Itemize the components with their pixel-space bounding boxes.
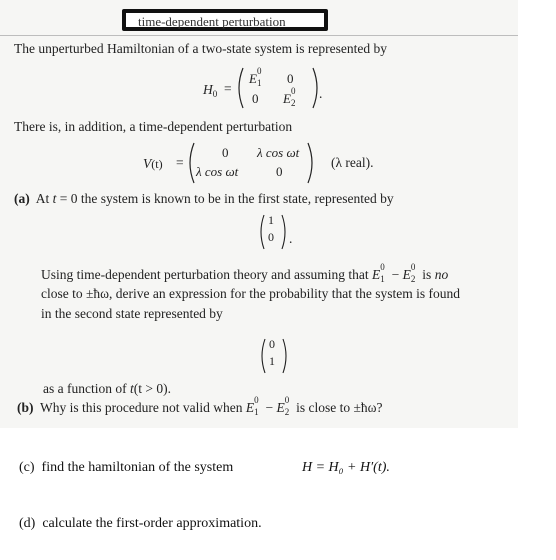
h0-r2c1: 0 <box>252 91 259 106</box>
h0-r1c2: 0 <box>287 71 294 86</box>
part-b-label: (b) <box>17 400 34 415</box>
part-a-tail: as a function of t(t > 0). <box>43 381 171 396</box>
part-c-label: (c) <box>19 460 35 475</box>
v-lhs: V(t) <box>143 156 163 171</box>
part-c-equation: H = H₀ + H′(t). <box>302 460 390 475</box>
title-box <box>122 9 328 31</box>
lambda-real-note: (λ real). <box>331 155 374 170</box>
part-c <box>19 460 233 476</box>
part-c-text: find the hamiltonian of the system <box>41 460 234 475</box>
part-a-label: (a) <box>14 191 30 206</box>
part-a-line3: in the second state represented by <box>41 306 223 321</box>
title-divider <box>0 35 518 36</box>
state2-bottom: 1 <box>269 354 275 368</box>
state2-vector-brackets <box>257 336 293 376</box>
v-equals: = <box>176 155 184 170</box>
state1-vector-brackets <box>256 212 292 252</box>
state2-top: 0 <box>269 337 275 351</box>
v-r2c1: λ cos ωt <box>196 164 239 179</box>
state1-bottom: 0 <box>268 230 274 244</box>
h0-symbol: H <box>203 82 213 97</box>
v-r2c2: 0 <box>276 164 283 179</box>
energy-diff-b: E 0 1 − E 0 2 <box>245 395 290 417</box>
part-a-line2: close to ±ħω, derive an expression for the probability that the system is found <box>41 286 460 301</box>
h0-lhs <box>203 82 217 99</box>
h0-equals: = <box>224 81 232 96</box>
part-b: (b) Why is this procedure not valid when E 0 1 − E 0 2 is close to ±ħω? <box>17 395 383 417</box>
h0-r1c1: E 0 1 <box>249 66 262 88</box>
h0-period: . <box>319 86 323 101</box>
state1-top: 1 <box>268 213 274 227</box>
part-d-text: calculate the first-order approximation. <box>42 516 262 531</box>
h0-r2c2: E 0 2 <box>283 86 296 108</box>
state1-period: . <box>289 231 293 246</box>
v-r1c1: 0 <box>222 145 229 160</box>
part-d <box>19 516 262 532</box>
h0-subscript: 0 <box>212 89 218 99</box>
part-d-label: (d) <box>19 516 36 531</box>
h0-matrix-brackets <box>233 64 323 112</box>
part-a-line1: Using time-dependent perturbation theory and assuming that E 0 1 − E 0 2 is no <box>41 262 449 284</box>
energy-diff-a: E 0 1 − E 0 2 <box>372 262 416 284</box>
v-r1c2: λ cos ωt <box>257 145 300 160</box>
page-title: time-dependent perturbation <box>138 14 286 29</box>
part-a-header: (a) At t = 0 the system is known to be in the first state, represented by <box>14 191 394 206</box>
perturbation-line: There is, in addition, a time-dependent perturbation <box>14 119 293 134</box>
intro-line: The unperturbed Hamiltonian of a two-state system is represented by <box>14 41 388 56</box>
